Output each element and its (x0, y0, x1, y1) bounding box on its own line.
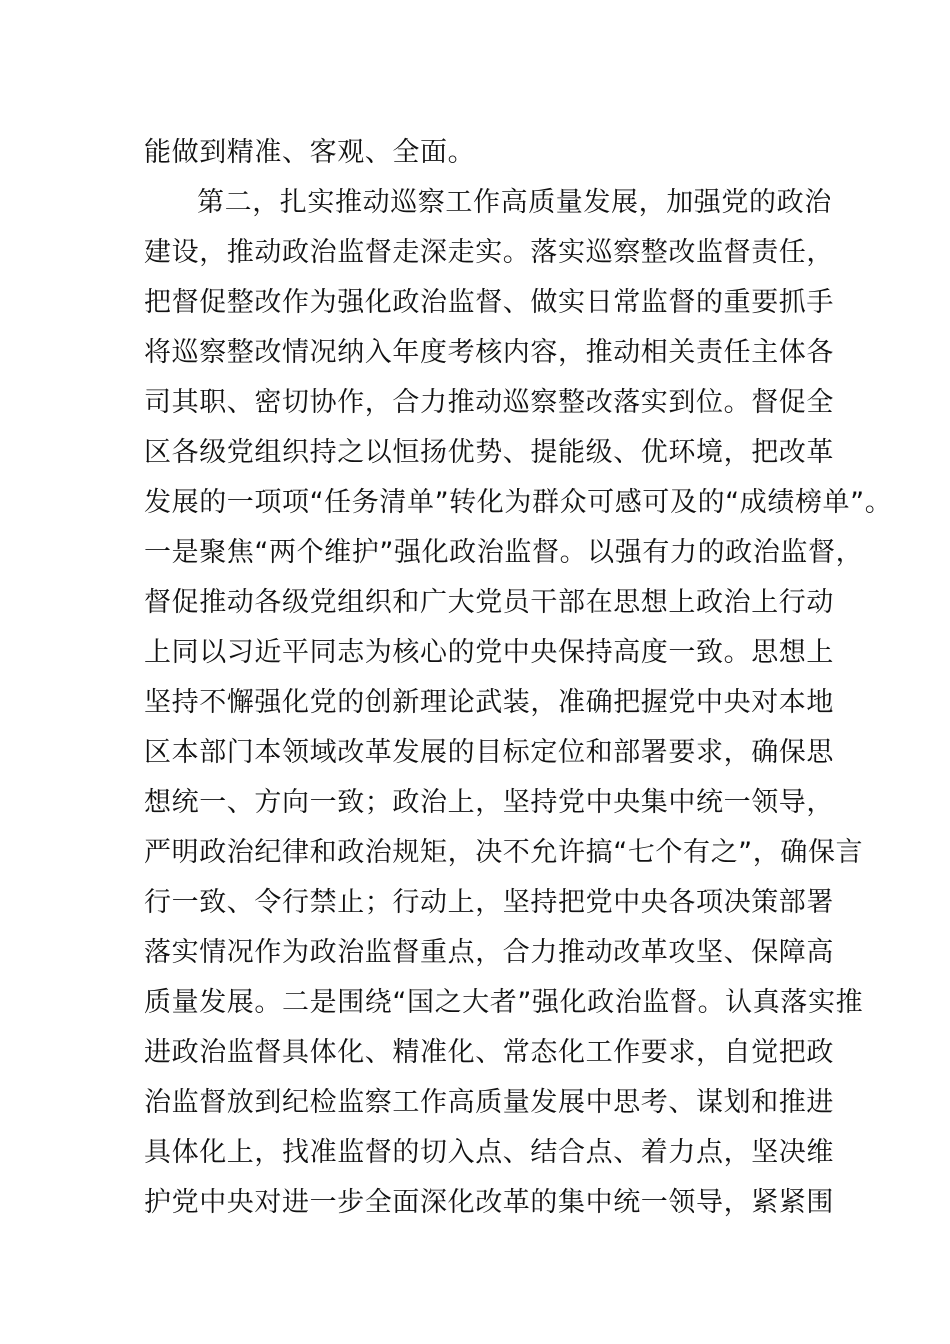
text-line: 想统一、方向一致；政治上，坚持党中央集中统一领导， (144, 787, 834, 818)
text-line: 落实情况作为政治监督重点，合力推动改革攻坚、保障高 (144, 937, 834, 968)
text-line: 严明政治纪律和政治规矩，决不允许搞“七个有之”，确保言 (144, 837, 864, 868)
text-line: 治监督放到纪检监察工作高质量发展中思考、谋划和推进 (144, 1087, 834, 1118)
text-line: 发展的一项项“任务清单”转化为群众可感可及的“成绩榜单”。 (144, 487, 893, 518)
text-line: 司其职、密切协作，合力推动巡察整改落实到位。督促全 (144, 387, 834, 418)
text-line: 区本部门本领域改革发展的目标定位和部署要求，确保思 (144, 737, 834, 768)
text-line: 将巡察整改情况纳入年度考核内容，推动相关责任主体各 (144, 337, 834, 368)
text-line: 督促推动各级党组织和广大党员干部在思想上政治上行动 (144, 587, 834, 618)
text-line: 一是聚焦“两个维护”强化政治监督。以强有力的政治监督， (144, 537, 864, 568)
text-line: 护党中央对进一步全面深化改革的集中统一领导，紧紧围 (144, 1187, 834, 1218)
paragraph-start-line: 第二，扎实推动巡察工作高质量发展，加强党的政治 (197, 187, 832, 218)
text-line: 能做到精准、客观、全面。 (144, 137, 476, 168)
text-line: 区各级党组织持之以恒扬优势、提能级、优环境，把改革 (144, 437, 834, 468)
text-line: 建设，推动政治监督走深走实。落实巡察整改监督责任， (144, 237, 834, 268)
text-line: 上同以习近平同志为核心的党中央保持高度一致。思想上 (144, 637, 834, 668)
text-line: 坚持不懈强化党的创新理论武装，准确把握党中央对本地 (144, 687, 834, 718)
text-line: 进政治监督具体化、精准化、常态化工作要求，自觉把政 (144, 1037, 834, 1068)
text-line: 把督促整改作为强化政治监督、做实日常监督的重要抓手 (144, 287, 834, 318)
text-line: 质量发展。二是围绕“国之大者”强化政治监督。认真落实推 (144, 987, 864, 1018)
text-line: 行一致、令行禁止；行动上，坚持把党中央各项决策部署 (144, 887, 834, 918)
text-line: 具体化上，找准监督的切入点、结合点、着力点，坚决维 (144, 1137, 834, 1168)
